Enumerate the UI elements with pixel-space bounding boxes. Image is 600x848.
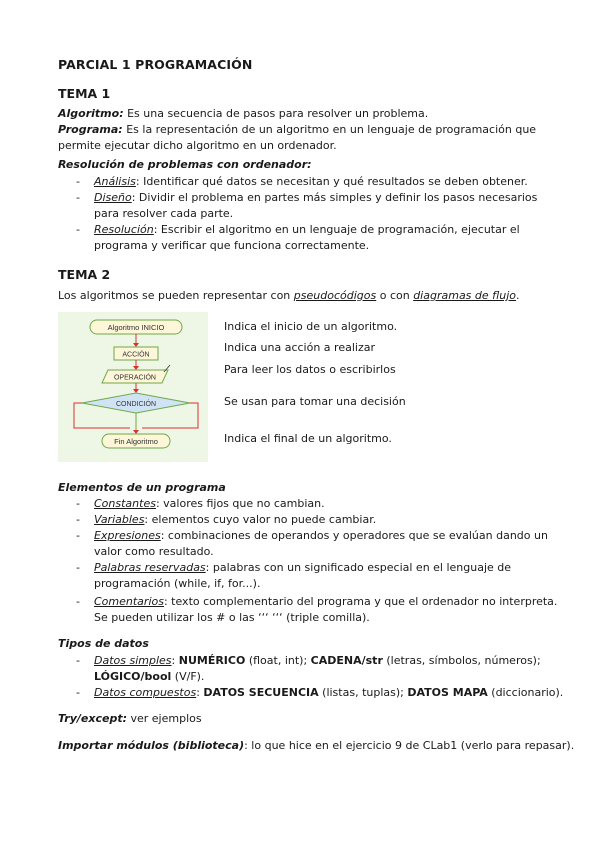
constantes-text: : valores fijos que no cambian. — [155, 497, 325, 510]
elementos-heading: Elementos de un programa — [58, 481, 226, 494]
try-label: Try/except: — [58, 712, 127, 725]
logico-type: LÓGICO/bool — [94, 670, 172, 683]
resolucion-heading: Resolución de problemas con ordenador: — [58, 158, 312, 171]
palabras-text-2: programación (while, if, for...). — [94, 577, 261, 590]
resolucion-text-2: programa y verificar que funciona correctamente. — [94, 239, 370, 252]
bullet-dash: - — [76, 686, 80, 699]
compuestos-sep: : — [196, 686, 204, 699]
comentarios-text-2: Se pueden utilizar los # o las ‘‘‘ ‘‘‘ (triple comilla). — [94, 611, 370, 624]
cadena-type: CADENA/str — [310, 654, 383, 667]
bullet-dash: - — [76, 513, 80, 526]
numerico-type: NUMÉRICO — [178, 654, 246, 667]
flow-label-condition: CONDICIÓN — [115, 401, 157, 408]
try-except-line — [58, 711, 202, 727]
intro-text-c: . — [516, 289, 520, 302]
bullet-dash: - — [76, 561, 80, 574]
diseno-text: : Dividir el problema en partes más simples y definir los pasos necesarios — [131, 191, 538, 204]
compuestos-text-b: (listas, tuplas); — [318, 686, 408, 699]
flow-label-end: Fin Algoritmo — [114, 437, 158, 446]
list-item-datos-simples — [94, 653, 541, 669]
diagramas-term: diagramas de flujo — [413, 289, 517, 302]
importar-text: : lo que hice en el ejercicio 9 de CLab1 (verlo para repasar). — [244, 739, 575, 752]
diseno-text-2: para resolver cada parte. — [94, 207, 234, 220]
bullet-dash: - — [76, 175, 80, 188]
algoritmo-text: Es una secuencia de pasos para resolver un problema. — [123, 107, 429, 120]
try-text: ver ejemplos — [126, 712, 202, 725]
bullet-dash: - — [76, 529, 80, 542]
tema2-heading: TEMA 2 — [58, 267, 111, 282]
algoritmo-label: Algoritmo: — [58, 107, 124, 120]
list-item-comentarios — [94, 594, 557, 610]
arrow-head — [133, 343, 139, 347]
importar-line — [58, 738, 574, 754]
flow-label-start: Algoritmo INICIO — [107, 323, 165, 332]
document-title: PARCIAL 1 PROGRAMACIÓN — [58, 57, 253, 72]
simples-text-b: (float, int); — [245, 654, 311, 667]
bullet-dash: - — [76, 497, 80, 510]
programa-definition — [58, 122, 536, 138]
programa-text-1: Es la representación de un algoritmo en un lenguaje de programación que — [122, 123, 537, 136]
bullet-dash: - — [76, 223, 80, 236]
term-resolucion: Resolución — [94, 223, 154, 236]
flow-label-operation: OPERACIÓN — [113, 374, 157, 382]
list-item-datos-compuestos — [94, 685, 563, 701]
algoritmo-definition — [58, 106, 428, 122]
resolucion-text: : Escribir el algoritmo en un lenguaje de programación, ejecutar el — [153, 223, 520, 236]
expresiones-text: : combinaciones de operandos y operadores que se evalúan dando un — [160, 529, 548, 542]
term-analisis: Análisis — [94, 175, 136, 188]
term-constantes: Constantes — [94, 497, 156, 510]
term-palabras-reservadas: Palabras reservadas — [94, 561, 206, 574]
intro-text-a: Los algoritmos se pueden representar con — [58, 289, 294, 302]
flow-desc-condition: Se usan para tomar una decisión — [224, 395, 406, 408]
secuencia-type: DATOS SECUENCIA — [203, 686, 319, 699]
compuestos-text-c: (diccionario). — [487, 686, 564, 699]
list-item-palabras — [94, 560, 511, 576]
arrow-head — [133, 389, 139, 393]
tema1-heading: TEMA 1 — [58, 86, 111, 101]
intro-text-b: o con — [376, 289, 414, 302]
list-item-diseno — [94, 190, 537, 206]
list-item-expresiones — [94, 528, 548, 544]
programa-label: Programa: — [58, 123, 123, 136]
flow-desc-operation: Para leer los datos o escribirlos — [224, 363, 396, 376]
list-item-resolucion — [94, 222, 520, 238]
flow-desc-end: Indica el final de un algoritmo. — [224, 432, 392, 445]
flow-desc-action: Indica una acción a realizar — [224, 341, 375, 354]
flowchart-figure — [58, 312, 208, 462]
bullet-dash: - — [76, 654, 80, 667]
bullet-dash: - — [76, 191, 80, 204]
tema2-intro — [58, 288, 520, 304]
term-datos-simples: Datos simples — [94, 654, 172, 667]
mapa-type: DATOS MAPA — [407, 686, 488, 699]
tipos-heading: Tipos de datos — [58, 637, 149, 650]
simples-text-d: (V/F). — [171, 670, 205, 683]
simples-sep: : — [171, 654, 179, 667]
flowchart-svg — [58, 312, 208, 462]
flow-label-action: ACCIÓN — [122, 351, 150, 359]
list-item-analisis — [94, 174, 528, 190]
arrow-head — [133, 430, 139, 434]
term-comentarios: Comentarios — [94, 595, 164, 608]
list-item-variables — [94, 512, 376, 528]
pseudocodigos-term: pseudocódigos — [293, 289, 377, 302]
arrow-head — [133, 366, 139, 370]
flow-desc-start: Indica el inicio de un algoritmo. — [224, 320, 398, 333]
programa-text-2: permite ejecutar dicho algoritmo en un ordenador. — [58, 139, 337, 152]
term-datos-compuestos: Datos compuestos — [94, 686, 197, 699]
list-item-constantes — [94, 496, 325, 512]
term-diseno: Diseño — [94, 191, 132, 204]
term-expresiones: Expresiones — [94, 529, 161, 542]
analisis-text: : Identificar qué datos se necesitan y qué resultados se deben obtener. — [135, 175, 528, 188]
term-variables: Variables — [94, 513, 145, 526]
comentarios-text: : texto complementario del programa y que el ordenador no interpreta. — [163, 595, 558, 608]
simples-line-2 — [94, 669, 204, 685]
simples-text-c: (letras, símbolos, números); — [382, 654, 541, 667]
expresiones-text-2: valor como resultado. — [94, 545, 214, 558]
importar-label: Importar módulos (biblioteca) — [58, 739, 245, 752]
bullet-dash: - — [76, 595, 80, 608]
palabras-text: : palabras con un significado especial en el lenguaje de — [205, 561, 512, 574]
variables-text: : elementos cuyo valor no puede cambiar. — [144, 513, 377, 526]
